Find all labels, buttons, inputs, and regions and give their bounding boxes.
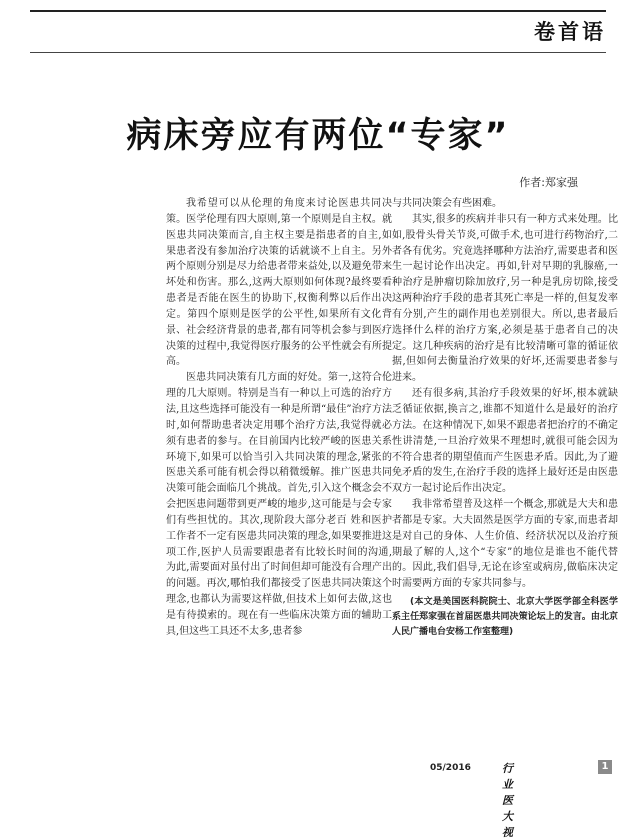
top-rule xyxy=(30,10,606,12)
body-paragraph: 还有很多病,其治疗手段效果的好坏,根本就缺乏循证依据,换言之,谁都不知道什么是最好的治疗方法。在这种情况下,如果不跟患者把治疗的不确定性讲清楚,一旦治疗效果不理想时,就很可能会因为不符合患者的期望值而产生医患矛盾。因此,为了避免矛盾的发生,在治疗手段的选择上最好还是由医患双方一起讨论后作出决定。 xyxy=(392,388,618,495)
right-column xyxy=(392,196,618,640)
magazine-name: 行业医大视 xyxy=(502,762,513,839)
section-label: 卷首语 xyxy=(534,20,606,44)
body-paragraph: 其实,很多的疾病并非只有一种方式来处理。比如,股骨头骨关节炎,可做手术,也可进行药物治疗,二者各有优劣。究竟选择哪种方法治疗,需要患者和医生一起讨论作出决定。再如,针对早期的乳腺癌,一种治疗是肿瘤切除加放疗,另一种是乳房切除,接受这两种治疗手段的患者其死亡率是一样的,但复发率有分别,产生的副作用也差别很大。所以,患者最后选择什么样的治疗方案,必须是基于患者自己的决定。这几种疾病的治疗是有比较清晰可靠的循证依据,但如何去衡量治疗效果的好坏,还需要患者参与进来。 xyxy=(392,213,618,384)
body-paragraph: 我非常希望普及这样一个概念,那就是大夫和患者都是专家。大夫固然是医学方面的专家,而患者却是对自己的身体、人生价值、经济状况以及治疗预期最了解的人,这个“专家”的地位是谁也不能代替的。因此,我们倡导,无论在诊室或病房,做临床决定时需要两方面的专家共同参与。 xyxy=(392,499,618,590)
article-title: 病床旁应有两位“专家” xyxy=(126,116,510,156)
left-column xyxy=(166,196,392,640)
body-paragraph: 医患共同决策有几方面的好处。第一,这符合伦理的几大原则。特别是当有一种以上可选的治疗方法,且这些选择可能没有一种是所谓“最佳”治疗方法时,如何帮助患者决定用哪个治疗方法,我觉得就必须有患者的参与。在目前国内比较严峻的医患关系环境下,如果可以恰当引入共同决策的理念,紧张的医患关系可能有机会得以稍微缓解。推广医患共同决策可能会面临几个挑战。首先,引入这个概念会不会把医患问题带到更严峻的地步,这可能是与会专家们有些担忧的。其次,现阶段大部分老百 姓和医护工作者不一定有医患共同决策的理念,如果要推进这项工作,医护人员需要跟患者有比较长时间的沟通,为此,需要面对虽付出了时间但却可能没有合理产出的问题。再次,哪怕我们都接受了医患共同决策这个理念,也都认为需要这样做,但技术上如何去做,这也是有待摸索的。现在有一些临床决策方面的辅助工具,但这些工具还不太多,患者参 xyxy=(166,372,392,637)
body-paragraph: 我希望可以从伦理的角度来讨论医患共同决策。医学伦理有四大原则,第一个原则是自主权。就医患共同决策而言,自主权主要是指患者的自主,如果患者没有参加治疗决策的话就谈不上自主。另外两个原则分别是尽力给患者带来益处,以及避免带来坏处和伤害。那么,这两大原则如何体现?最终要看患者是否能在医生的协助下,权衡利弊以后作出决定。第四个原则是医学的公平性,如果所有文化背景、社会经济背景的患者,都有同等机会参与到医疗决策的过程中,我觉得医疗服务的公平性就会有所提高。 xyxy=(166,198,392,368)
editor-note: (本文是美国医科院院士、北京大学医学部全科医学系主任郑家强在首届医患共同决策论坛上的发言。由北京人民广播电台安杨工作室整理) xyxy=(392,597,618,638)
continued-paragraph: 与共同决策会有些困难。 xyxy=(392,198,502,209)
page-number: 1 xyxy=(598,760,612,774)
issue-date: 05/2016 xyxy=(430,763,471,773)
section-rule xyxy=(30,52,606,53)
author-byline: 作者:郑家强 xyxy=(519,176,578,189)
